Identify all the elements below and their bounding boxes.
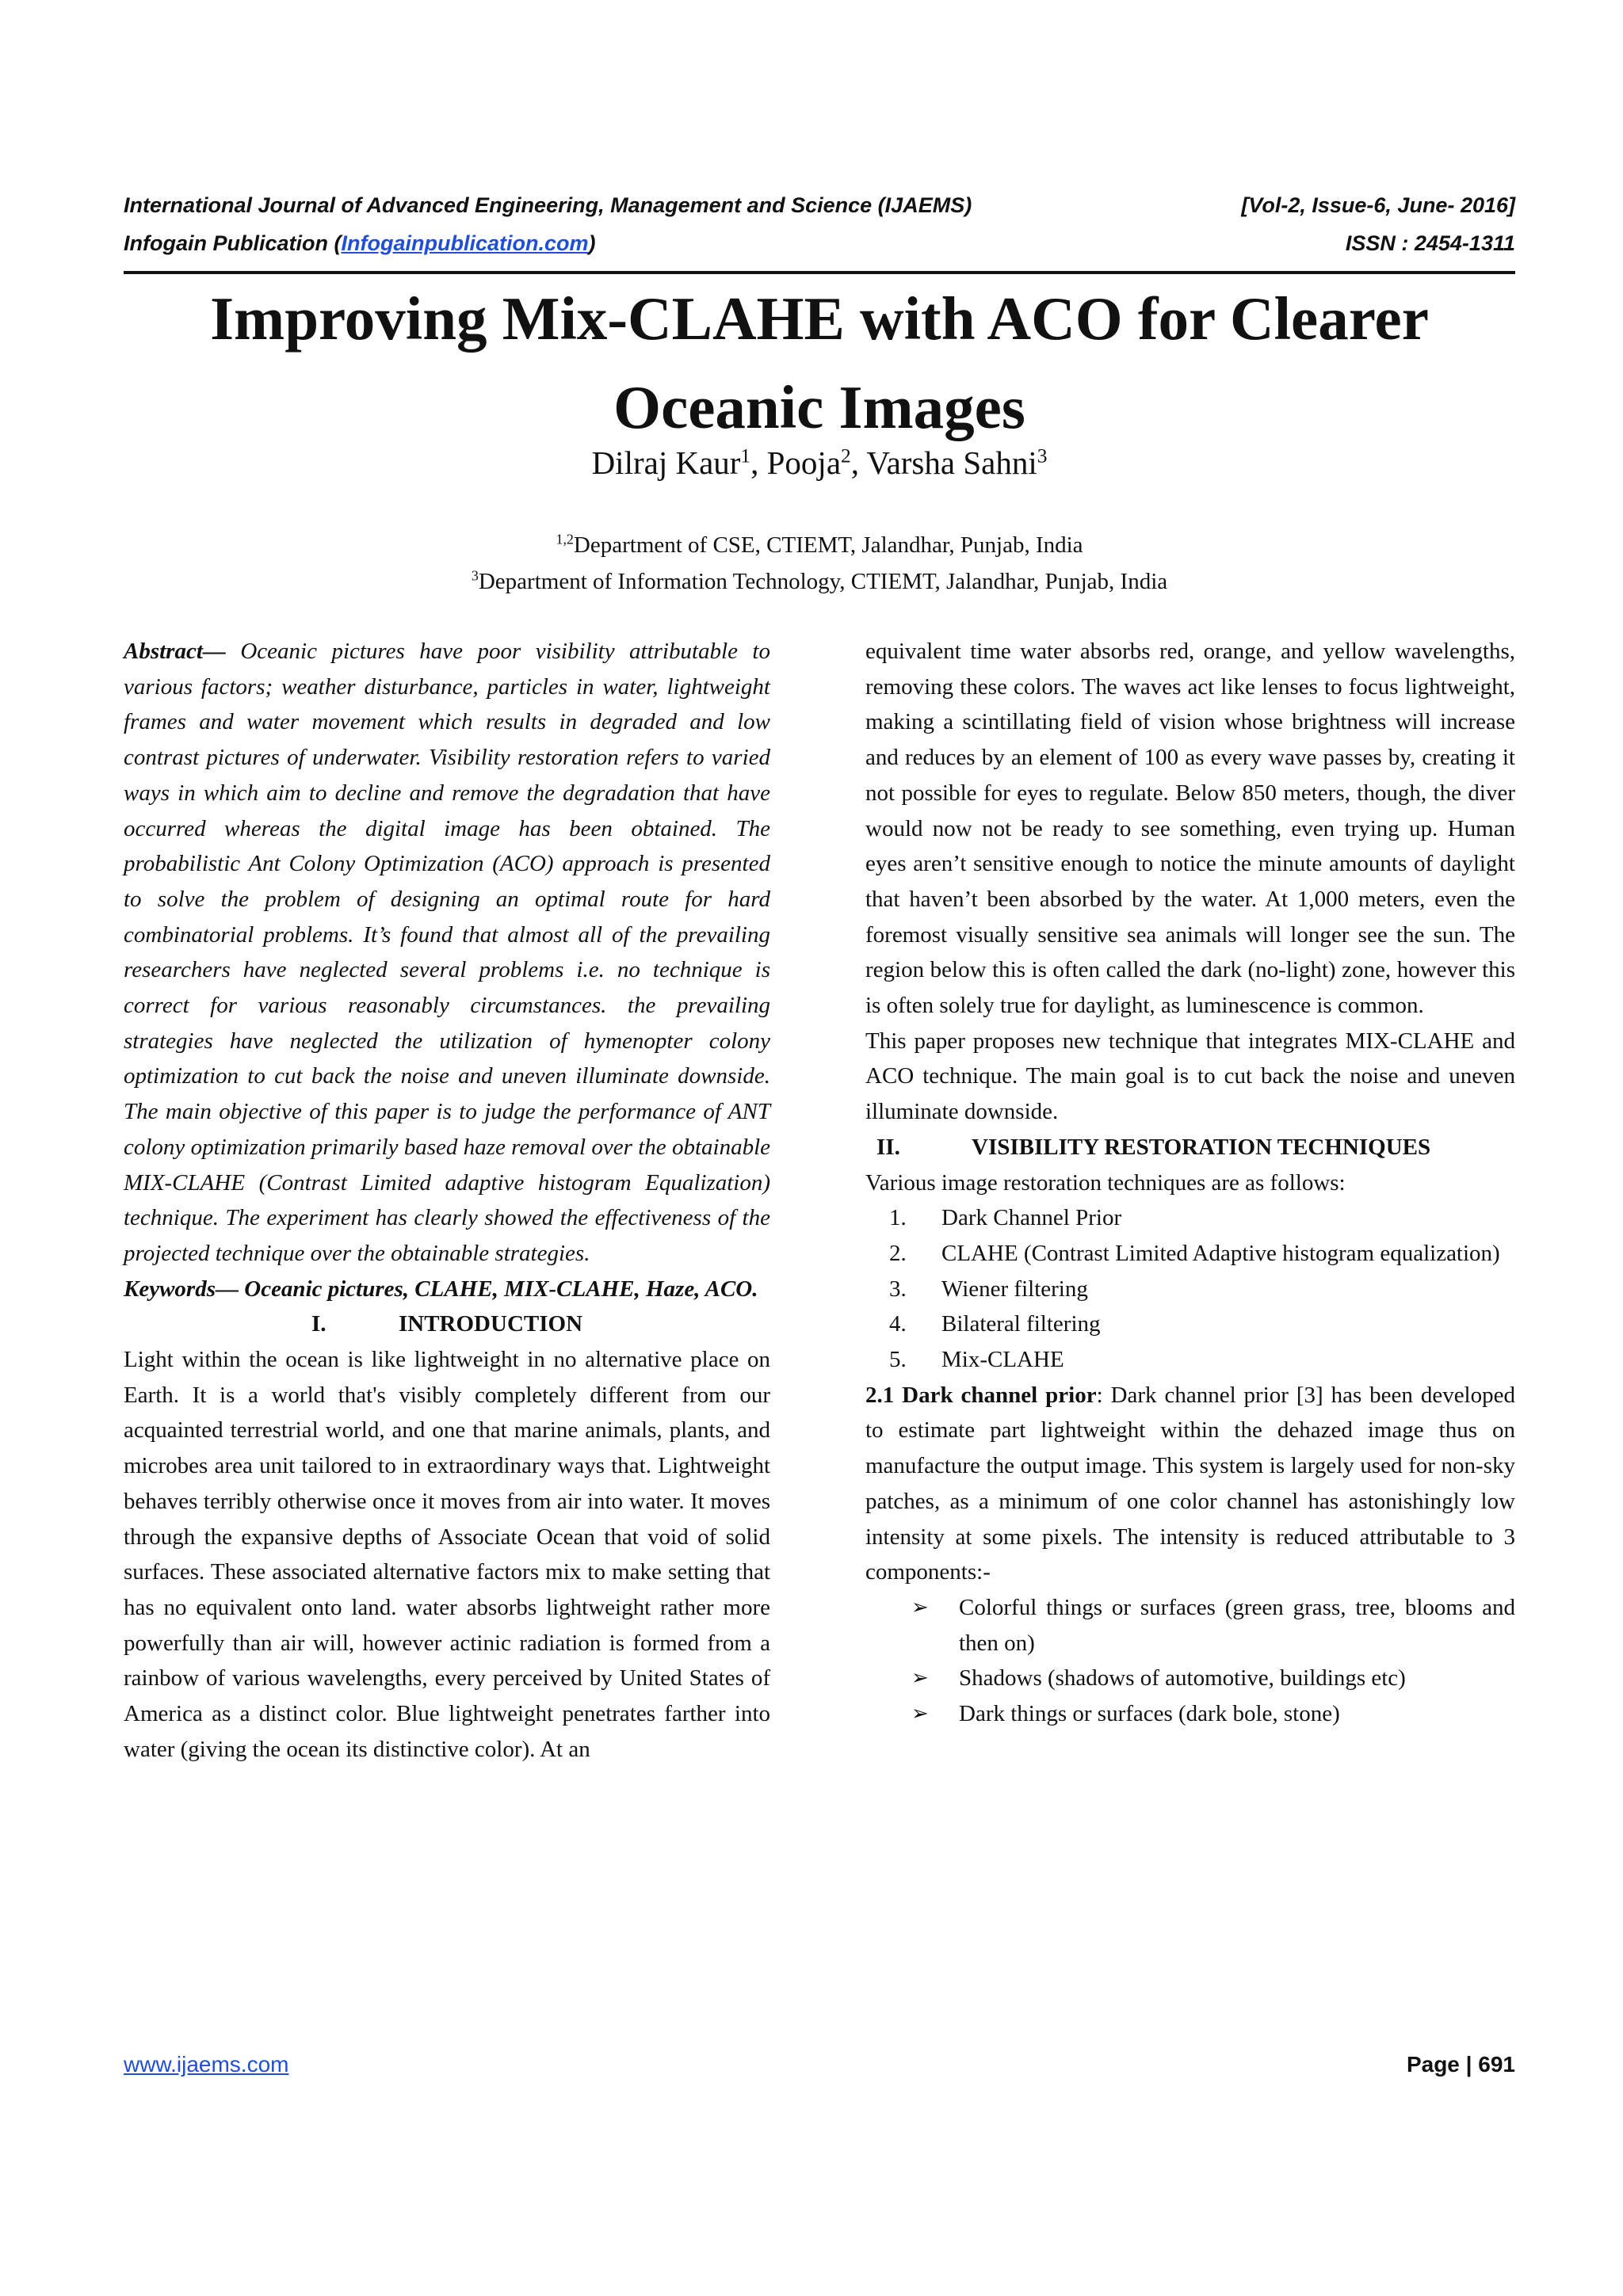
techniques-list [865, 1200, 1515, 1378]
list-item [865, 1696, 1515, 1732]
author-sup: 3 [1037, 444, 1048, 467]
section-number: I. [311, 1311, 327, 1337]
footer-site-link[interactable]: www.ijaems.com [124, 2052, 289, 2077]
subsection-text: : Dark channel prior [3] has been developed to estimate part lightweight within the dehazed image thus on manufacture the output image. This system is largely used for non-sky patches, as a minimum of one color channel has astonishingly low intensity at some pixels. The intensity is reduced attributable to 3 components:- [865, 1382, 1515, 1585]
running-header-line2 [124, 231, 1515, 256]
list-item [865, 1342, 1515, 1378]
list-item [865, 1272, 1515, 1307]
section-heading-visibility-restoration [865, 1130, 1515, 1165]
section-heading-introduction [124, 1306, 770, 1342]
keywords-label: Keywords— [124, 1276, 239, 1302]
affiliation-2 [124, 569, 1515, 595]
author-list [124, 444, 1515, 482]
page-footer [124, 2052, 1515, 2077]
author-sup: 1 [740, 444, 751, 467]
right-column [865, 634, 1515, 1732]
list-number: 2. [889, 1240, 907, 1266]
affiliation-text: Department of CSE, CTIEMT, Jalandhar, Punjab, India [573, 532, 1083, 558]
abstract-label: Abstract— [124, 639, 226, 664]
list-item-text: Mix-CLAHE [941, 1347, 1064, 1373]
author-sep: , [850, 444, 867, 481]
title-line-2: Oceanic Images [613, 373, 1025, 441]
list-item [865, 1590, 1515, 1661]
abstract [124, 634, 770, 1272]
author-name: Varsha Sahni [866, 444, 1037, 481]
introduction-paragraph: Light within the ocean is like lightweight in no alternative place on Earth. It is a world that's visibly completely different from our acquainted terrestrial world, and one that marine animals, plants, and microbes area unit tailored to in extraordinary ways that. Lightweight behaves terribly otherwise once it moves from air into water. It moves through the expansive depths of Associate Ocean that void of solid surfaces. These associated alternative factors mix to make setting that has no equivalent onto land. water absorbs lightweight rather more powerfully than air will, however actinic radiation is formed from a rainbow of various wavelengths, every perceived by United States of America as a distinct color. Blue lightweight penetrates farther into water (giving the ocean its distinctive color). At an [124, 1347, 770, 1762]
journal-name: International Journal of Advanced Engineering, Management and Science (IJAEMS) [124, 193, 972, 217]
list-number: 5. [889, 1347, 907, 1373]
affiliation-text: Department of Information Technology, CTIEMT, Jalandhar, Punjab, India [478, 569, 1168, 594]
list-item [865, 1200, 1515, 1236]
arrow-bullet-icon: ➢ [911, 1666, 929, 1690]
list-number: 1. [889, 1205, 907, 1231]
list-number: 4. [889, 1311, 907, 1337]
publisher-link[interactable]: Infogainpublication.com [341, 231, 589, 255]
abstract-text: Oceanic pictures have poor visibility attributable to various factors; weather disturbance, particles in water, lightweight frames and water movement which results in degraded and low contrast pictures of underwater. Visibility restoration refers to varied ways in which aim to decline and remove the degradation that have occurred whereas the digital image has been obtained. The probabilistic Ant Colony Optimization (ACO) approach is presented to solve the problem of designing an optimal route for hard combinatorial problems. It’s found that almost all of the prevailing researchers have neglected several problems i.e. no technique is correct for various reasonably circumstances. the prevailing strategies have neglected the utilization of hymenopter colony optimization to cut back the noise and uneven illuminate downside. The main objective of this paper is to judge the performance of ANT colony optimization primarily based haze removal over the obtainable MIX-CLAHE (Contrast Limited adaptive histogram Equalization) technique. The experiment has clearly showed the effectiveness of the projected technique over the obtainable strategies. [124, 639, 770, 1266]
section-title: VISIBILITY RESTORATION TECHNIQUES [972, 1134, 1431, 1160]
publisher-prefix: Infogain Publication ( [124, 231, 342, 255]
affiliation-1 [124, 532, 1515, 559]
list-item-text: Dark things or surfaces (dark bole, stone) [959, 1701, 1340, 1727]
page-number: Page | 691 [1406, 2052, 1515, 2077]
author-name: Dilraj Kaur [591, 444, 741, 481]
author-name: Pooja [766, 444, 842, 481]
arrow-bullet-icon: ➢ [911, 1595, 929, 1619]
issn: ISSN : 2454-1311 [1345, 231, 1515, 255]
techniques-intro: Various image restoration techniques are as follows: [865, 1169, 1346, 1196]
list-item [865, 1306, 1515, 1342]
author-sep: , [750, 444, 767, 481]
list-item-text: Colorful things or surfaces (green grass, tree, blooms and then on) [959, 1594, 1515, 1656]
section-title: INTRODUCTION [398, 1311, 583, 1337]
affiliation-sup: 1,2 [556, 531, 574, 547]
affiliation-sup: 3 [471, 567, 479, 584]
list-item-text: Bilateral filtering [941, 1311, 1101, 1337]
dark-channel-paragraph [865, 1378, 1515, 1590]
arrow-bullet-icon: ➢ [911, 1702, 929, 1726]
publisher-suffix: ) [588, 231, 596, 255]
list-item [865, 1236, 1515, 1272]
keywords-text: Oceanic pictures, CLAHE, MIX-CLAHE, Haze, ACO. [239, 1276, 758, 1302]
introduction-continued: equivalent time water absorbs red, orange, and yellow wavelengths, removing these colors. The waves act like lenses to focus lightweight, making a scintillating field of vision whose brightness will increase and reduces by an element of 100 as every wave passes by, creating it not possible for eyes to regulate. Below 850 meters, though, the diver would now not be ready to see something, even trying up. Human eyes aren’t sensitive enough to notice the minute amounts of daylight that haven’t been absorbed by the water. At 1,000 meters, even the foremost visually sensitive sea animals will longer see the sun. The region below this is often called the dark (no-light) zone, however this is often solely true for daylight, as luminescence is common. [865, 639, 1515, 1019]
list-item-text: Dark Channel Prior [941, 1205, 1122, 1231]
title-line-1: Improving Mix-CLAHE with ACO for Clearer [210, 284, 1429, 353]
subsection-label: 2.1 Dark channel prior [865, 1382, 1097, 1408]
running-header-line1 [124, 193, 1515, 218]
list-item-text: Shadows (shadows of automotive, buildings etc) [959, 1665, 1406, 1691]
list-item [865, 1661, 1515, 1696]
paper-title [124, 274, 1515, 452]
proposal-paragraph: This paper proposes new technique that integrates MIX-CLAHE and ACO technique. The main goal is to cut back the noise and uneven illuminate downside. [865, 1028, 1515, 1125]
list-item-text: Wiener filtering [941, 1276, 1088, 1302]
volume-info: [Vol-2, Issue-6, June- 2016] [1241, 193, 1515, 217]
list-item-text: CLAHE (Contrast Limited Adaptive histogram equalization) [941, 1240, 1500, 1266]
section-number: II. [876, 1134, 900, 1160]
author-sup: 2 [841, 444, 851, 467]
list-number: 3. [889, 1276, 907, 1302]
left-column [124, 634, 770, 1768]
keywords [124, 1272, 770, 1307]
components-list [865, 1590, 1515, 1732]
